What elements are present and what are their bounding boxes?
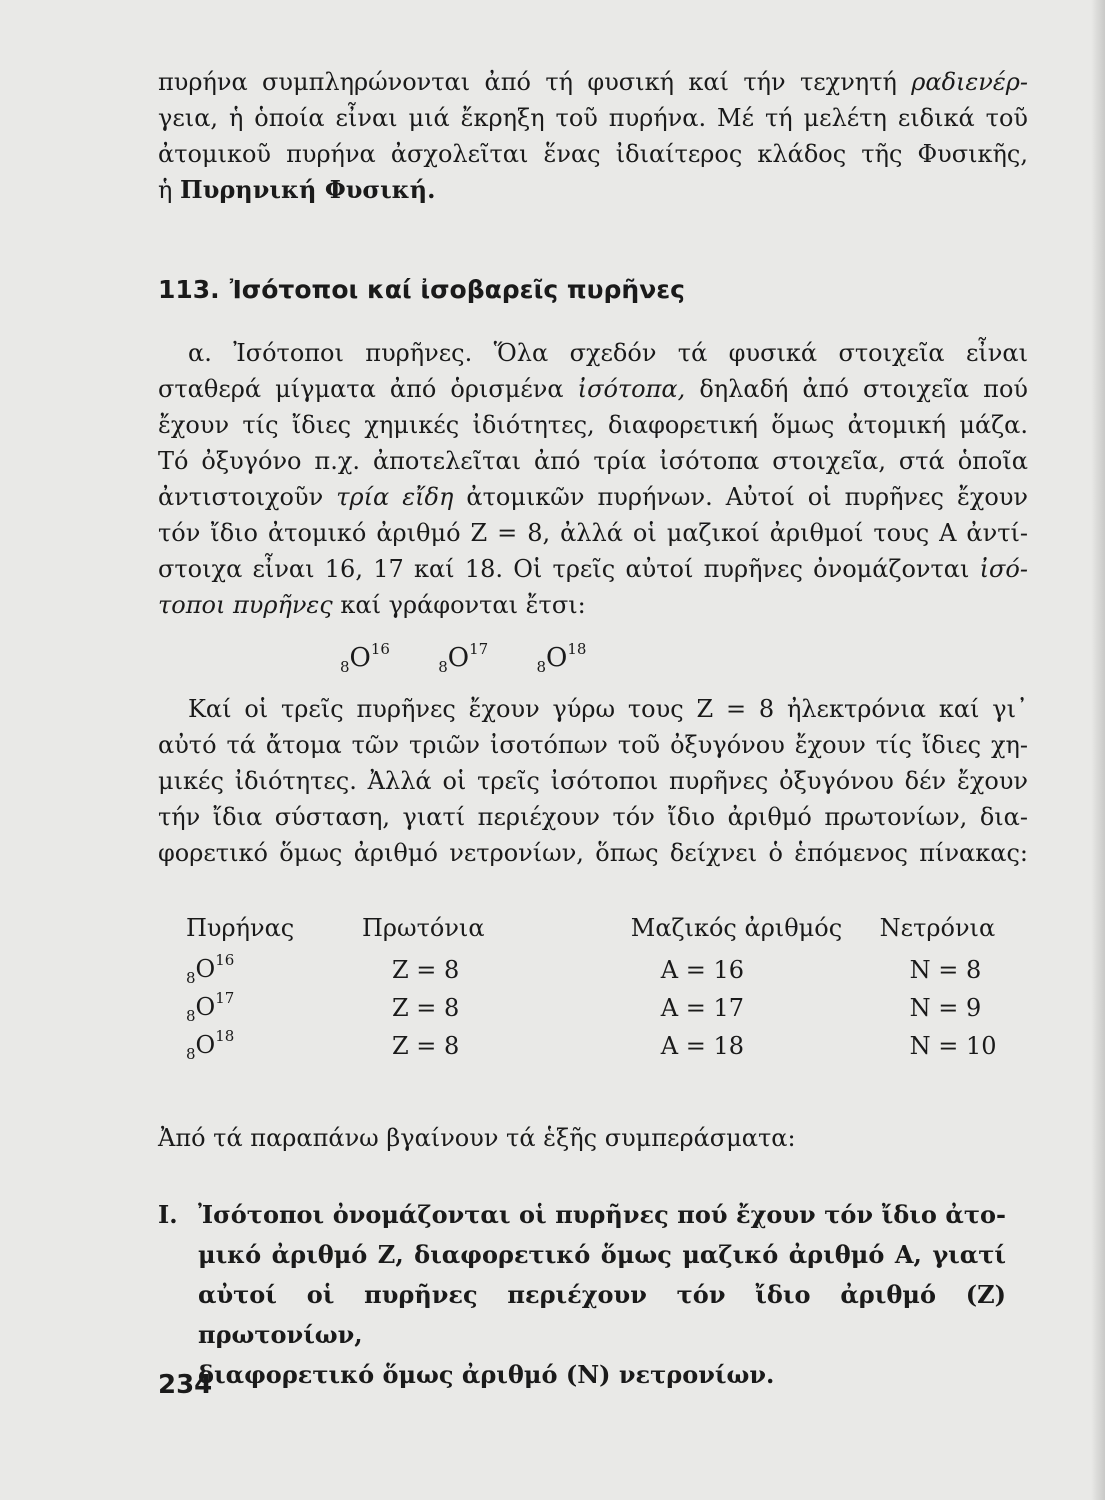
neutrons-cell: Ν = 9 xyxy=(909,994,982,1022)
text-line: α. Ἰσότοποι πυρῆνες. Ὅλα σχεδόν τά φυσικά στοιχεῖα εἶναι xyxy=(188,339,1028,367)
formula-o17: $_8O^{17}$ xyxy=(438,640,489,676)
roman-numeral: Ι. xyxy=(158,1200,178,1229)
text-line: πυρήνα συμπληρώνονται ἀπό τή φυσική καί τήν τεχνητή ραδιενέρ- xyxy=(158,68,1028,96)
intro-paragraph xyxy=(158,64,1028,208)
nucleus-cell: $_8O^{18}$ xyxy=(186,1027,235,1063)
protons-cell: Ζ = 8 xyxy=(392,1032,460,1060)
text-line: σταθερά μίγματα ἀπό ὁρισμένα ἰσότοπα, δηλαδή ἀπό στοιχεῖα πού xyxy=(158,375,1028,403)
header-neutrons: Νετρόνια xyxy=(879,914,996,942)
bold-term: Πυρηνική Φυσική. xyxy=(180,175,436,204)
nucleus-cell: $_8O^{17}$ xyxy=(186,989,235,1025)
neutrons-cell: Ν = 8 xyxy=(909,956,982,984)
composition-paragraph xyxy=(158,691,1028,871)
formula-o18: $_8O^{18}$ xyxy=(536,640,587,676)
text-line: τήν ἴδια σύσταση, γιατί περιέχουν τόν ἴδιο ἀριθμό πρωτονίων, δια- xyxy=(158,803,1028,831)
text-line: τόν ἴδιο ἀτομικό ἀριθμό Ζ = 8, ἀλλά οἱ μαζικοί ἀριθμοί τους Α ἀντί- xyxy=(158,519,1028,547)
isotopes-paragraph xyxy=(158,335,1028,623)
page-number: 234 xyxy=(158,1370,213,1400)
header-mass-number: Μαζικός ἀριθμός xyxy=(630,914,843,942)
formula-o16: $_8O^{16}$ xyxy=(340,640,390,676)
text-line: γεια, ἡ ὁποία εἶναι μιά ἔκρηξη τοῦ πυρήνα. Μέ τή μελέτη ειδικά τοῦ xyxy=(158,104,1028,132)
text-line: μικές ἰδιότητες. Ἀλλά οἱ τρεῖς ἰσότοποι πυρῆνες ὀξυγόνου δέν ἔχουν xyxy=(158,767,1028,795)
text-line: ἡ Πυρηνική Φυσική. xyxy=(158,175,436,204)
text-line: φορετικό ὅμως ἀριθμό νετρονίων, ὅπως δείχνει ὁ ἑπόμενος πίνακας: xyxy=(158,839,1028,867)
text-line: Ἀπό τά παραπάνω βγαίνουν τά ἑξῆς συμπεράσματα: xyxy=(158,1124,796,1152)
mass-cell: Α = 17 xyxy=(660,994,745,1022)
table-row xyxy=(186,989,1105,1027)
text-line: Καί οἱ τρεῖς πυρῆνες ἔχουν γύρω τους Ζ = 8 ἠλεκτρόνια καί γι᾽ xyxy=(188,695,1028,723)
text-line: ἔχουν τίς ἴδιες χημικές ἰδιότητες, διαφορετική ὅμως ἀτομική μάζα. xyxy=(158,411,1028,439)
text-line: διαφορετικό ὅμως ἀριθμό (Ν) νετρονίων. xyxy=(198,1360,775,1389)
section-title: Ἰσότοποι καί ἰσοβαρεῖς πυρῆνες xyxy=(229,275,685,304)
header-protons: Πρωτόνια xyxy=(362,914,485,942)
protons-cell: Ζ = 8 xyxy=(392,956,460,984)
table-row xyxy=(186,951,1105,989)
mass-cell: Α = 16 xyxy=(660,956,745,984)
page-spine-shadow xyxy=(1091,0,1105,1500)
text-line: Τό ὀξυγόνο π.χ. ἀποτελεῖται ἀπό τρία ἰσότοπα στοιχεῖα, στά ὁποῖα xyxy=(158,447,1028,475)
table-header-row xyxy=(186,905,1105,951)
header-nucleus: Πυρήνας xyxy=(186,914,295,942)
conclusion-intro xyxy=(158,1120,1028,1156)
text-line: ἀτομικοῦ πυρήνα ἀσχολεῖται ἕνας ἰδιαίτερος κλάδος τῆς Φυσικῆς, xyxy=(158,140,1028,168)
section-number: 113. xyxy=(158,275,220,304)
text-line: αὐτό τά ἄτομα τῶν τριῶν ἰσοτόπων τοῦ ὀξυγόνου ἔχουν τίς ἴδιες χη- xyxy=(158,731,1028,759)
text-line: τοποι πυρῆνες καί γράφονται ἔτσι: xyxy=(158,591,586,619)
neutrons-cell: Ν = 10 xyxy=(909,1032,997,1060)
section-heading xyxy=(158,275,685,304)
nucleus-cell: $_8O^{16}$ xyxy=(186,951,235,987)
isotope-formulas xyxy=(340,640,626,676)
text-line: Ἰσότοποι ὀνομάζονται οἱ πυρῆνες πού ἔχουν τόν ἴδιο ἀτο- xyxy=(198,1200,1006,1229)
mass-cell: Α = 18 xyxy=(660,1032,745,1060)
protons-cell: Ζ = 8 xyxy=(392,994,460,1022)
text-line: στοιχα εἶναι 16, 17 καί 18. Οἱ τρεῖς αὐτοί πυρῆνες ὀνομάζονται ἰσό- xyxy=(158,555,1028,583)
table-row xyxy=(186,1027,1105,1065)
text-line: μικό ἀριθμό Ζ, διαφορετικό ὅμως μαζικό ἀριθμό Α, γιατί xyxy=(198,1240,1006,1269)
isotope-table xyxy=(186,905,1105,1065)
text-line: ἀντιστοιχοῦν τρία εἴδη ἀτομικῶν πυρήνων. Αὐτοί οἱ πυρῆνες ἔχουν xyxy=(158,483,1029,511)
text-line: αὐτοί οἱ πυρῆνες περιέχουν τόν ἴδιο ἀριθμό (Ζ) πρωτονίων, xyxy=(198,1280,1006,1349)
